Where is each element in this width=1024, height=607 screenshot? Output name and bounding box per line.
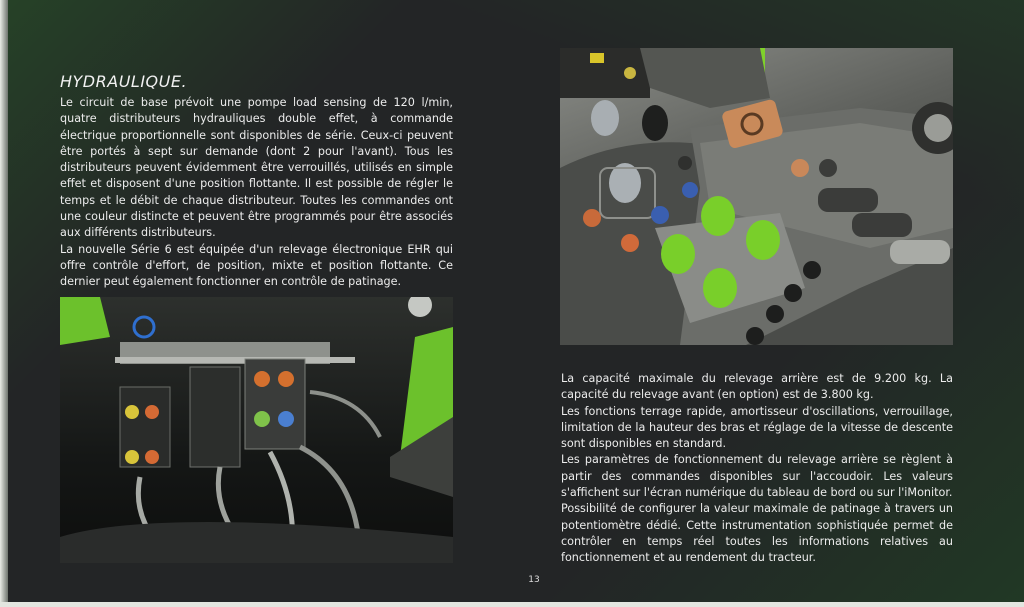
paragraph: La nouvelle Série 6 est équipée d'un relevage électronique EHR qui offre contrôle d'effort, de position, mixte et position flottante. Ce dernier peut également fonctionner en contrôle de patinage. xyxy=(60,242,453,289)
paragraph: Les fonctions terrage rapide, amortisseur d'oscillations, verrouillage, limitation de la hauteur des bras et réglage de la vitesse de descente sont disponibles en standard. xyxy=(561,404,953,451)
page-bottom-edge xyxy=(0,602,1024,607)
page-binding-edge xyxy=(0,0,8,607)
left-text-block xyxy=(60,95,453,291)
hydraulic-valves-illustration xyxy=(60,297,453,563)
paragraph: Les paramètres de fonctionnement du relevage arrière se règlent à partir des commandes disponibles sur l'accoudoir. Les valeurs s'affichent sur l'écran numérique du tableau de bord ou sur l'iMonitor. xyxy=(561,453,953,500)
armrest-controls-photo xyxy=(560,48,953,345)
section-heading: HYDRAULIQUE. xyxy=(60,72,188,91)
right-text-block xyxy=(561,371,953,567)
paragraph: Possibilité de configurer la valeur maximale de patinage à travers un potentiomètre dédié. Cette instrumentation sophistiquée permet de contrôler en temps réel toutes les informations relatives au fonctionnement et au rendement du tracteur. xyxy=(561,502,953,565)
page-number: 13 xyxy=(528,575,540,585)
paragraph: La capacité maximale du relevage arrière est de 9.200 kg. La capacité du relevage avant (en option) est de 3.800 kg. xyxy=(561,372,953,402)
paragraph: Le circuit de base prévoit une pompe load sensing de 120 l/min, quatre distributeurs hydrauliques double effet, à commande électrique proportionnelle sont disponibles de série. Ceux-ci peuvent être portés à sept sur demande (dont 2 pour l'avant). Tous les distributeurs peuvent évidemment être verrouillés, utilisés en simple effet et disposent d'une position flottante. Il est possible de régler le temps et le débit de chaque distributeur. Toutes les commandes ont une couleur distincte et peuvent être programmés pour être associés aux différents distributeurs. xyxy=(60,96,453,240)
hydraulic-valves-photo xyxy=(60,297,453,563)
armrest-controls-illustration xyxy=(560,48,953,345)
